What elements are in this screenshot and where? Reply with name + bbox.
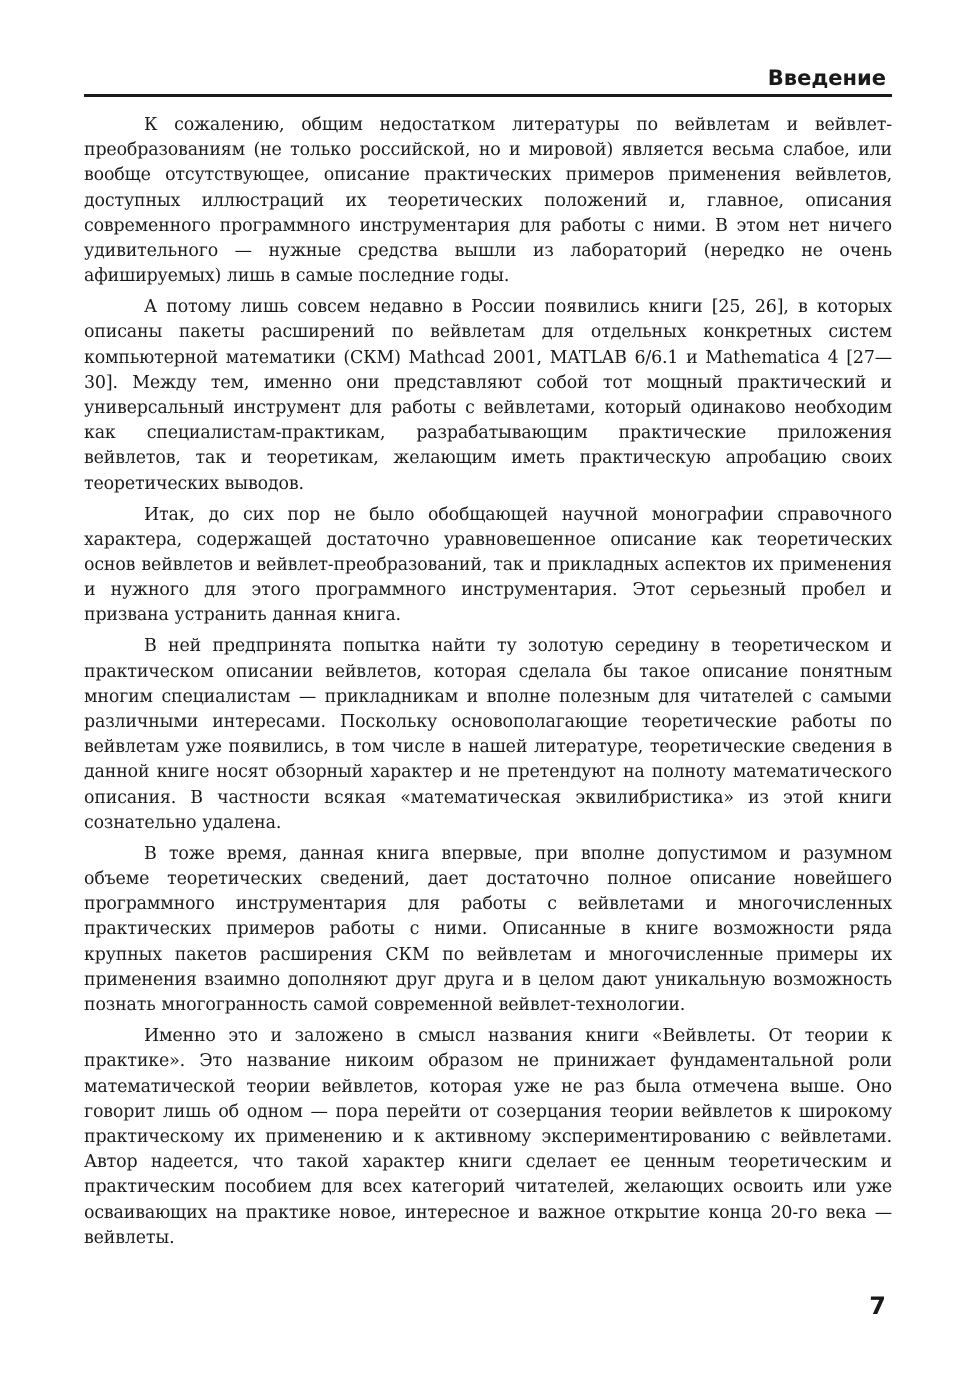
paragraph: А потому лишь совсем недавно в России появились книги [25, 26], в которых описаны пакеты расширений по вейвлетам для отдельных конкретных систем компьютерной математики (СКМ) Mathcad 2001, MATLAB 6/6.1 и Mathematica 4 [27—30]. Между тем, именно они представляют собой тот мощный практический и универсальный инструмент для работы с вейвлетами, который одинаково необходим как специалистам-практикам, разрабатывающим практические приложения вейвлетов, так и теоретикам, желающим иметь практическую апробацию своих теоретических выводов. [84, 297, 892, 494]
paragraph: К сожалению, общим недостатком литературы по вейвлетам и вейвлет-преобразованиям (не только российской, но и мировой) является весьма слабое, или вообще отсутствующее, описание практических примеров применения вейвлетов, доступных иллюстраций их теоретических положений и, главное, описания современного программного инструментария для работы с ними. В этом нет ничего удивительного — нужные средства вышли из лабораторий (нередко не очень афишируемых) лишь в самые последние годы. [84, 115, 892, 287]
paragraph: В ней предпринята попытка найти ту золотую середину в теоретическом и практическом описании вейвлетов, которая сделала бы такое описание понятным многим специалистам — прикладникам и вполне полезным для читателей с самыми различными интересами. Поскольку основополагающие теоретические работы по вейвлетам уже появились, в том числе в нашей литературе, теоретические сведения в данной книге носят обзорный характер и не претендуют на полноту математического описания. В частности всякая «математическая эквилибристика» из этой книги сознательно удалена. [84, 636, 892, 833]
body-text [84, 113, 892, 1257]
running-header [84, 64, 892, 97]
paragraph: В тоже время, данная книга впервые, при вполне допустимом и разумном объеме теоретических сведений, дает достаточно полное описание новейшего программного инструментария для работы с вейвлетами и многочисленных практических примеров работы с ними. Описанные в книге возможности ряда крупных пакетов расширения СКМ по вейвлетам и многочисленные примеры их применения взаимно дополняют друг друга и в целом дают уникальную возможность познать многогранность самой современной вейвлет-технологии. [84, 843, 892, 1016]
page-number: 7 [869, 1292, 886, 1320]
paragraph: Итак, до сих пор не было обобщающей научной монографии справочного характера, содержащей достаточно уравновешенное описание как теоретических основ вейвлетов и вейвлет-преобразований, так и прикладных аспектов их применения и нужного для этого программного инструментария. Этот серьезный пробел и призвана устранить данная книга. [84, 504, 892, 626]
section-title: Введение [767, 66, 886, 90]
paragraph: Именно это и заложено в смысл названия книги «Вейвлеты. От теории к практике». Это название никоим образом не принижает фундаментальной роли математической теории вейвлетов, которая уже не раз была отмечена выше. Оно говорит лишь об одном — пора перейти от созерцания теории вейвлетов к широкому практическому их применению и к активному экспериментированию с вейвлетами. Автор надеется, что такой характер книги сделает ее ценным теоретическим и практическим пособием для всех категорий читателей, желающих освоить или уже осваивающих на практике новое, интересное и важное открытие конца 20-го века — вейвлеты. [84, 1026, 892, 1248]
